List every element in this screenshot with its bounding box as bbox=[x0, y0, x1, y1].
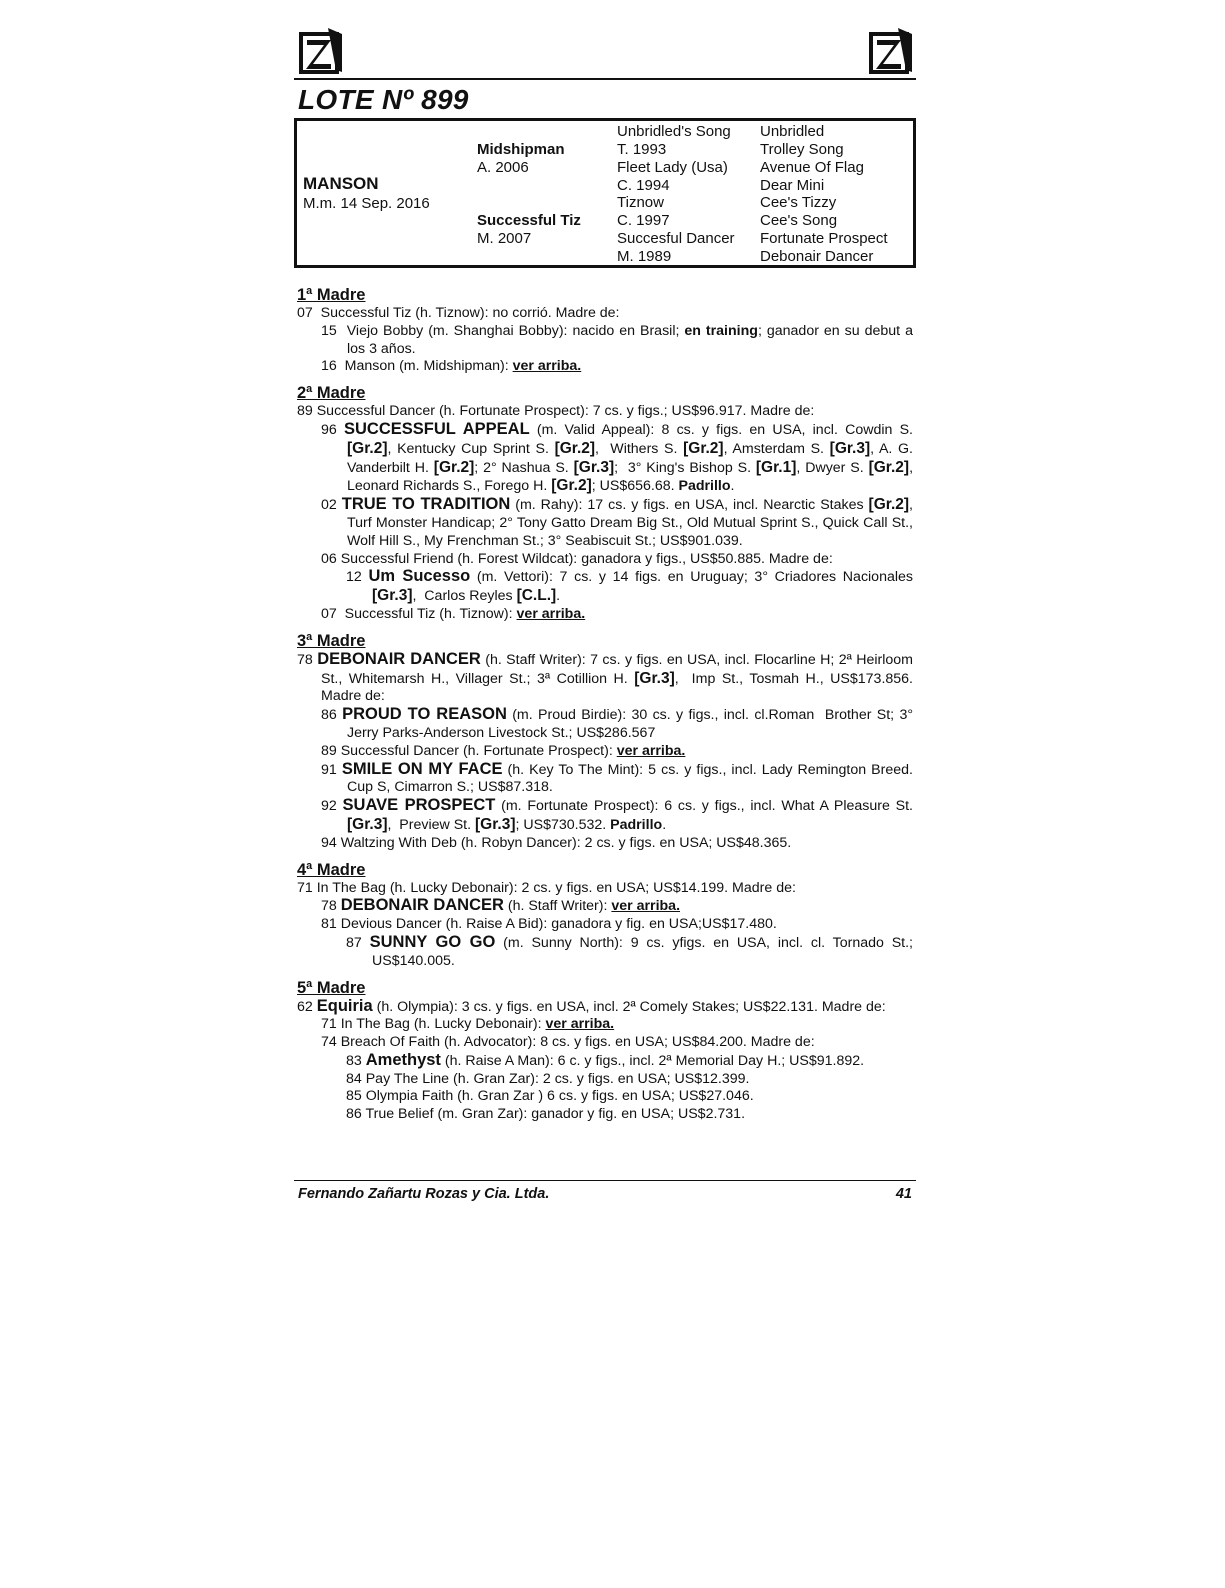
ggparent-7: Fortunate Prospect bbox=[760, 230, 888, 247]
produce-entry: 91 SMILE ON MY FACE (h. Key To The Mint): 5 cs. y figs., incl. Lady Remington Breed. Cup S, Cimarron S.; US$87.318. bbox=[321, 759, 913, 796]
granddam-paternal: Fleet Lady (Usa) bbox=[617, 159, 728, 176]
produce-record bbox=[297, 278, 913, 1124]
ggparent-1: Unbridled bbox=[760, 123, 825, 140]
zr-logo-icon bbox=[298, 28, 344, 76]
sire-name: Midshipman bbox=[477, 141, 565, 158]
produce-entry: 12 Um Sucesso (m. Vettori): 7 cs. y 14 figs. en Uruguay; 3° Criadores Nacionales [Gr.3], Carlos Reyles [C.L.]. bbox=[346, 567, 913, 605]
granddam-paternal-info: C. 1994 bbox=[617, 177, 670, 194]
granddam-maternal: Succesful Dancer bbox=[617, 230, 735, 247]
produce-entry: 86 True Belief (m. Gran Zar): ganador y fig. en USA; US$2.731. bbox=[346, 1106, 746, 1123]
dam-entry: 78 DEBONAIR DANCER (h. Staff Writer): 7 cs. y figs. en USA, incl. Flocarline H; 2ª Heirloom St., Whitemarsh H., Villager St.; 3ª Cotillion H. [Gr.3], Imp St., Tosmah H., US$173.856. Madre de: bbox=[297, 649, 914, 705]
dam-entry: 62 Equiria (h. Olympia): 3 cs. y figs. en USA, incl. 2ª Comely Stakes; US$22.131. Madre de: bbox=[297, 996, 886, 1015]
horse-name: MANSON bbox=[303, 174, 379, 193]
produce-entry: 74 Breach Of Faith (h. Advocator): 8 cs. y figs. en USA; US$84.200. Madre de: bbox=[321, 1034, 815, 1051]
ggparent-3: Avenue Of Flag bbox=[760, 159, 864, 176]
section-heading: 3ª Madre bbox=[297, 631, 366, 650]
section-heading: 4ª Madre bbox=[297, 860, 366, 879]
produce-entry: 96 SUCCESSFUL APPEAL (m. Valid Appeal): 8 cs. y figs. en USA, incl. Cowdin S. [Gr.2], Kentucky Cup Sprint S. [Gr.2], Withers S. [Gr.2], Amsterdam S. [Gr.3], A. G. Vanderbilt H. [Gr.2]; 2° Nashua S. [Gr.3]; 3° King's Bishop S. [Gr.1], Dwyer S. [Gr.2], Leonard Richards S., Forego H. [Gr.2]; US$656.68. Padrillo. bbox=[321, 419, 914, 495]
produce-entry: 71 In The Bag (h. Lucky Debonair): ver arriba. bbox=[321, 1016, 615, 1033]
section-heading: 1ª Madre bbox=[297, 286, 366, 304]
ggparent-5: Cee's Tizzy bbox=[760, 194, 837, 211]
produce-entry: 87 SUNNY GO GO (m. Sunny North): 9 cs. yfigs. en USA, incl. cl. Tornado St.; US$140.005. bbox=[346, 932, 913, 969]
produce-entry: 81 Devious Dancer (h. Raise A Bid): ganadora y fig. en USA;US$17.480. bbox=[321, 916, 777, 933]
dam-entry: 89 Successful Dancer (h. Fortunate Prospect): 7 cs. y figs.; US$96.917. Madre de: bbox=[297, 403, 815, 420]
produce-entry: 83 Amethyst (h. Raise A Man): 6 c. y figs., incl. 2ª Memorial Day H.; US$91.892. bbox=[346, 1050, 865, 1069]
grandsire-maternal: Tiznow bbox=[617, 194, 664, 211]
ggparent-2: Trolley Song bbox=[760, 141, 844, 158]
produce-entry: 84 Pay The Line (h. Gran Zar): 2 cs. y figs. en USA; US$12.399. bbox=[346, 1070, 750, 1087]
grandsire-paternal: Unbridled's Song bbox=[617, 123, 731, 140]
header-rule bbox=[294, 78, 916, 80]
produce-entry: 78 DEBONAIR DANCER (h. Staff Writer): ver arriba. bbox=[321, 896, 681, 915]
lot-title: LOTE Nº 899 bbox=[298, 84, 469, 115]
sire-info: A. 2006 bbox=[477, 159, 529, 176]
dam-entry: 71 In The Bag (h. Lucky Debonair): 2 cs. y figs. en USA; US$14.199. Madre de: bbox=[297, 879, 796, 896]
footer-rule bbox=[294, 1180, 916, 1181]
dam-entry: 07 Successful Tiz (h. Tiznow): no corrió. Madre de: bbox=[297, 305, 620, 321]
page-number: 41 bbox=[895, 1186, 912, 1202]
produce-entry: 06 Successful Friend (h. Forest Wildcat): ganadora y figs., US$50.885. Madre de: bbox=[321, 550, 833, 567]
horse-info: M.m. 14 Sep. 2016 bbox=[303, 195, 430, 212]
produce-entry: 02 TRUE TO TRADITION (m. Rahy): 17 cs. y figs. en USA, incl. Nearctic Stakes [Gr.2], Turf Monster Handicap; 2° Tony Gatto Dream Big St., Old Mutual Sprint S., Quick Call St., Wolf Hill S., My Frenchman St.; 3° Seabiscuit St.; US$901.039. bbox=[321, 495, 913, 549]
produce-entry: 16 Manson (m. Midshipman): ver arriba. bbox=[321, 358, 582, 375]
ggparent-8: Debonair Dancer bbox=[760, 248, 874, 265]
footer-company: Fernando Zañartu Rozas y Cia. Ltda. bbox=[298, 1186, 550, 1202]
section-heading: 5ª Madre bbox=[297, 978, 366, 997]
produce-entry: 94 Waltzing With Deb (h. Robyn Dancer): 2 cs. y figs. en USA; US$48.365. bbox=[321, 834, 792, 851]
granddam-maternal-info: M. 1989 bbox=[617, 248, 672, 265]
ggparent-4: Dear Mini bbox=[760, 177, 825, 194]
grandsire-maternal-info: C. 1997 bbox=[617, 212, 670, 229]
produce-entry: 89 Successful Dancer (h. Fortunate Prospect): ver arriba. bbox=[321, 742, 686, 759]
dam-name: Successful Tiz bbox=[477, 212, 581, 229]
produce-entry: 85 Olympia Faith (h. Gran Zar ) 6 cs. y figs. en USA; US$27.046. bbox=[346, 1088, 754, 1105]
zr-logo-icon bbox=[868, 28, 914, 76]
produce-entry: 86 PROUD TO REASON (m. Proud Birdie): 30 cs. y figs., incl. cl.Roman Brother St; 3° Jerry Parks-Anderson Livestock St.; US$286.567 bbox=[321, 705, 914, 741]
dam-info: M. 2007 bbox=[477, 230, 532, 247]
produce-entry: 15 Viejo Bobby (m. Shanghai Bobby): nacido en Brasil; en training; ganador en su debut a los 3 años. bbox=[321, 322, 913, 357]
pedigree-table bbox=[294, 118, 916, 268]
grandsire-paternal-info: T. 1993 bbox=[617, 141, 667, 158]
ggparent-6: Cee's Song bbox=[760, 212, 838, 229]
produce-entry: 92 SUAVE PROSPECT (m. Fortunate Prospect): 6 cs. y figs., incl. What A Pleasure St. [Gr.3], Preview St. [Gr.3]; US$730.532. Padrillo. bbox=[321, 796, 913, 833]
section-heading: 2ª Madre bbox=[297, 384, 366, 403]
page-footer bbox=[298, 1186, 912, 1202]
produce-entry: 07 Successful Tiz (h. Tiznow): ver arriba. bbox=[321, 605, 586, 622]
